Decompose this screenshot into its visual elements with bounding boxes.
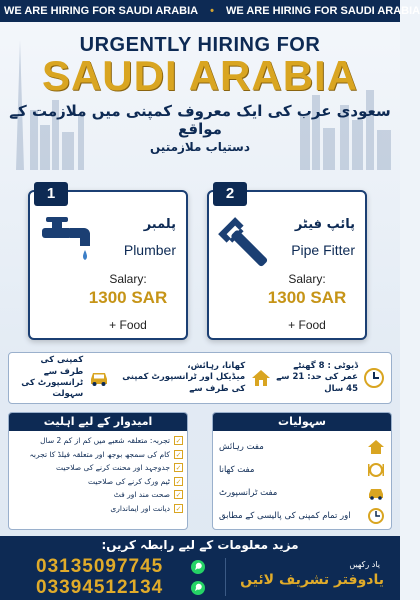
qualifications-list [9, 431, 187, 518]
phone-number-1[interactable]: 03135097745 [36, 556, 164, 577]
reminder-note: یاد رکھیں [349, 560, 380, 569]
facilities-panel [212, 412, 392, 530]
facility-text: اور تمام کمپنی کی پالیسی کے مطابق [219, 511, 351, 521]
salary-value: 1300 SAR [88, 288, 168, 307]
list-item [219, 504, 385, 527]
job-number-badge: 1 [34, 182, 68, 206]
transport-info [15, 355, 110, 401]
job-number-badge: 2 [213, 182, 247, 206]
job-card-plumber [28, 185, 188, 340]
qualifications-panel [8, 412, 188, 530]
facilities-list [213, 431, 391, 531]
info-bar [8, 352, 392, 404]
benefits-line-2: میڈیکل اور ٹرانسپورٹ کمپنی کی طرف سے [122, 372, 246, 394]
contact-heading: مزید معلومات کے لیے رابطہ کریں: [101, 538, 299, 552]
contact-bar [0, 536, 400, 600]
ticker-dot: • [210, 5, 214, 17]
salary-value: 1300 SAR [267, 288, 347, 307]
job-urdu-title: پلمبر [143, 217, 176, 232]
qualification-text: کام کی سمجھ بوجھ اور متعلقہ فیلڈ کا تجربہ [29, 449, 170, 459]
visit-office-cta: یادوفتر تشریف لائیں [240, 572, 384, 588]
check-icon: ✓ [175, 450, 182, 459]
list-item [13, 461, 183, 475]
list-item [13, 488, 183, 502]
duty-hours: ڈیوٹی : 8 گھنٹے [293, 360, 358, 371]
check-icon: ✓ [175, 477, 182, 486]
wrench-icon [215, 214, 275, 274]
facilities-heading: سہولیات [213, 413, 391, 431]
list-item [219, 435, 385, 458]
facility-text: مفت کھانا [219, 464, 255, 475]
list-item [13, 502, 183, 516]
ticker-text-1: WE ARE HIRING FOR SAUDI ARABIA [4, 5, 199, 17]
food-benefit: + Food [109, 318, 147, 332]
ticker-text-2: WE ARE HIRING FOR SAUDI ARABIA [226, 5, 420, 17]
headline: URGENTLY HIRING FOR [79, 34, 321, 56]
food-icon [367, 461, 385, 479]
job-urdu-title: پائپ فیٹر [294, 217, 355, 232]
list-item [219, 458, 385, 481]
qualifications-heading: امیدوار کے لیے اہلیت [9, 413, 187, 431]
check-icon: ✓ [175, 437, 182, 446]
list-item [13, 434, 183, 448]
list-item [13, 475, 183, 489]
facility-text: مفت رہائش [219, 442, 264, 452]
transport-line-1: کمپنی کی طرف سے [40, 355, 84, 377]
qualification-text: دیانت اور ایمانداری [110, 503, 170, 513]
car-icon [367, 484, 385, 502]
house-icon [250, 367, 272, 389]
list-item [13, 448, 183, 462]
benefits-line-1: کھانا، رہائش، [187, 360, 246, 371]
qualification-text: ٹیم ورک کرنے کی صلاحیت [88, 476, 170, 486]
check-icon: ✓ [175, 491, 182, 500]
phone-number-2[interactable]: 03394512134 [36, 577, 164, 598]
salary-label: Salary: [288, 272, 326, 286]
transport-line-2: ٹرانسپورٹ کی سہولت [21, 378, 84, 400]
faucet-icon [36, 214, 96, 274]
salary-label: Salary: [109, 272, 147, 286]
contact-divider [225, 558, 226, 596]
available-jobs-heading: دستیاب ملازمتیں [150, 140, 250, 154]
check-icon: ✓ [175, 504, 182, 513]
clock-icon [363, 367, 385, 389]
whatsapp-icon[interactable] [190, 580, 206, 596]
qualification-text: جدوجہد اور محنت کرنے کی صلاحیت [55, 463, 170, 473]
benefits-info [110, 361, 272, 395]
job-card-pipe-fitter [207, 185, 367, 340]
car-icon [88, 367, 110, 389]
facility-text: مفت ٹرانسپورٹ [219, 487, 278, 498]
whatsapp-icon[interactable] [190, 559, 206, 575]
page-title: SAUDI ARABIA [41, 52, 359, 99]
duty-info [272, 361, 385, 395]
clock-icon [367, 507, 385, 525]
check-icon: ✓ [175, 464, 182, 473]
list-item [219, 481, 385, 504]
house-icon [367, 438, 385, 456]
qualification-text: صحت مند اور فٹ [113, 490, 170, 500]
qualification-text: تجربہ: متعلقہ شعبے میں کم از کم 2 سال [40, 436, 170, 446]
food-benefit: + Food [288, 318, 326, 332]
job-title: Pipe Fitter [291, 242, 355, 258]
hiring-ticker [0, 0, 420, 22]
job-title: Plumber [123, 242, 176, 258]
urdu-subtitle: سعودی عرب کی ایک معروف کمپنی میں ملازمت کے مواقع [9, 102, 391, 138]
age-limit: عمر کی حد: 21 سے 45 سال [276, 372, 358, 394]
